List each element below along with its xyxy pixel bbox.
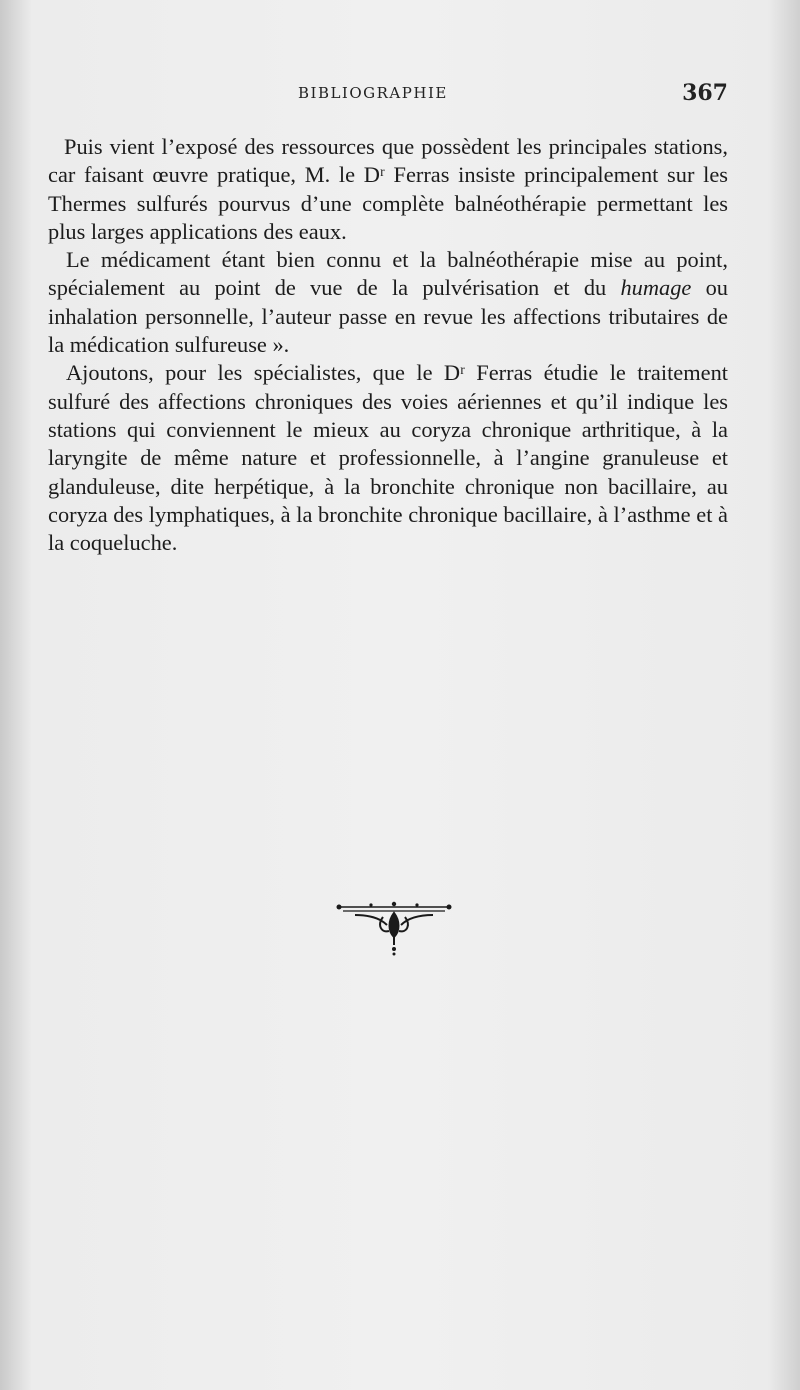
- paragraph-1: Puis vient l’exposé des ressources que possèdent les principales stations, car faisant œuvre pratique, M. le Dʳ Ferras insiste principalement sur les Thermes sulfurés pourvus d’une complète balnéothérapie permettant les plus larges applications des eaux.: [48, 134, 728, 244]
- tailpiece-ornament-icon: [333, 895, 455, 957]
- paragraph-2-end: ou inhalation personnelle, l’auteur passe en revue les affections tributaires de la médication sulfureuse ».: [48, 275, 728, 358]
- paragraph-2-start: Le médicament étant bien connu et la balnéothérapie mise au point, spécialement au point de vue de la pulvérisation et du: [48, 247, 728, 301]
- page-number: 367: [682, 80, 728, 106]
- running-head: [48, 80, 728, 110]
- paragraph-3: Ajoutons, pour les spécialistes, que le Dʳ Ferras étudie le traitement sulfuré des affections chroniques des voies aériennes et qu’il indique les stations qui conviennent le mieux au coryza chronique arthritique, à la laryngite de même nature et professionnelle, à l’angine granuleuse et glanduleuse, dite herpétique, à la bronchite chronique non bacillaire, au coryza des lymphatiques, à la bronchite chronique bacillaire, à l’asthme et à la coqueluche.: [48, 360, 728, 556]
- body-text: [48, 133, 728, 557]
- italic-term: humage: [620, 275, 692, 301]
- running-title: BIBLIOGRAPHIE: [298, 84, 448, 102]
- paragraph-2: [48, 246, 728, 359]
